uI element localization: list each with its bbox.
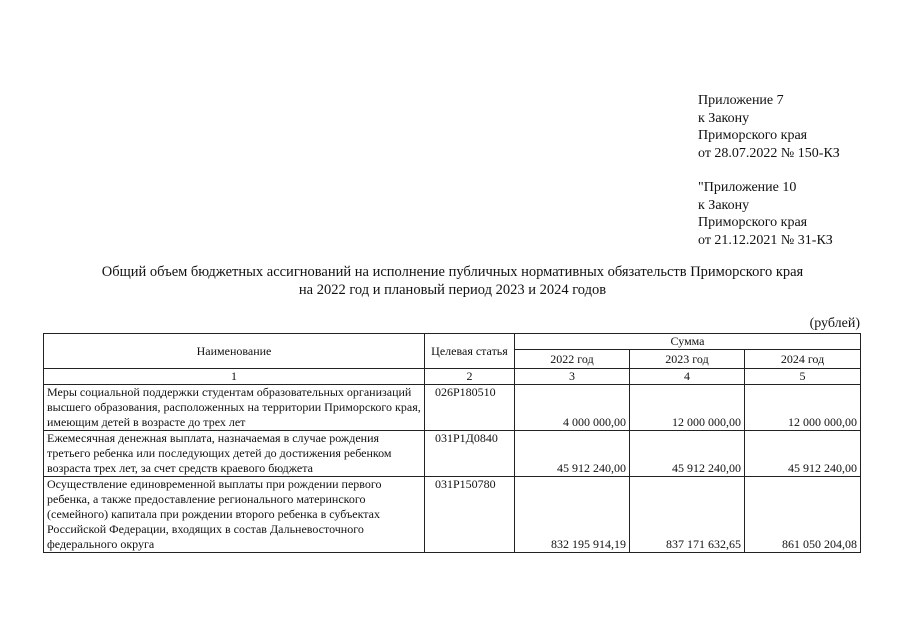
column-number: 3 (515, 369, 630, 385)
units-label: (рублей) (809, 316, 860, 331)
column-number: 4 (630, 369, 745, 385)
header-sum: Сумма (515, 334, 861, 350)
annex-line: Приморского края (698, 215, 808, 230)
annex-reference-original (698, 179, 833, 249)
row-amount-2024: 861 050 204,08 (745, 477, 861, 553)
table-header-row (44, 334, 861, 350)
header-year-2023: 2023 год (630, 350, 745, 369)
row-name: Меры социальной поддержки студентам образовательных организаций высшего образования, расположенных на территории Приморского края, имеющим детей в возрасте до трех лет (44, 385, 425, 431)
row-amount-2023: 45 912 240,00 (630, 431, 745, 477)
annex-line: от 28.07.2022 № 150-КЗ (698, 145, 840, 161)
table-row (44, 385, 861, 431)
row-amount-2023: 837 171 632,65 (630, 477, 745, 553)
row-amount-2022: 45 912 240,00 (515, 431, 630, 477)
column-number-row (44, 369, 861, 385)
row-amount-2022: 832 195 914,19 (515, 477, 630, 553)
annex-line: к Закону (698, 197, 750, 213)
row-amount-2024: 45 912 240,00 (745, 431, 861, 477)
annex-line: к Закону (698, 110, 750, 126)
row-amount-2022: 4 000 000,00 (515, 385, 630, 431)
row-amount-2023: 12 000 000,00 (630, 385, 745, 431)
table-row (44, 431, 861, 477)
annex-line: "Приложение 10 (698, 180, 797, 195)
row-name: Осуществление единовременной выплаты при рождении первого ребенка, а также предоставление регионального материнского (семейного) капитала при рождении второго ребенка в субъектах Российской Федерации, входящих в состав Дальневосточного федерального округа (44, 477, 425, 553)
table-row (44, 477, 861, 553)
column-number: 5 (745, 369, 861, 385)
row-code: 031Р1Д0840 (425, 431, 515, 477)
column-number: 1 (44, 369, 425, 385)
header-name: Наименование (44, 334, 425, 369)
row-name: Ежемесячная денежная выплата, назначаемая в случае рождения третьего ребенка или последующих детей до достижения ребенком возраста трех лет, за счет средств краевого бюджета (44, 431, 425, 477)
title-line-1: Общий объем бюджетных ассигнований на исполнение публичных нормативных обязательств Приморского края (101, 264, 804, 280)
annex-line: от 21.12.2021 № 31-КЗ (698, 232, 833, 248)
budget-table (43, 333, 861, 553)
document-title (40, 263, 865, 299)
header-code: Целевая статья (425, 334, 515, 369)
column-number: 2 (425, 369, 515, 385)
annex-line: Приложение 7 (698, 93, 784, 108)
title-line-2: на 2022 год и плановый период 2023 и 2024 годов (298, 282, 607, 298)
header-year-2022: 2022 год (515, 350, 630, 369)
header-year-2024: 2024 год (745, 350, 861, 369)
row-code: 031Р150780 (425, 477, 515, 553)
row-code: 026Р180510 (425, 385, 515, 431)
row-amount-2024: 12 000 000,00 (745, 385, 861, 431)
annex-line: Приморского края (698, 128, 808, 143)
annex-reference-current (698, 92, 840, 162)
